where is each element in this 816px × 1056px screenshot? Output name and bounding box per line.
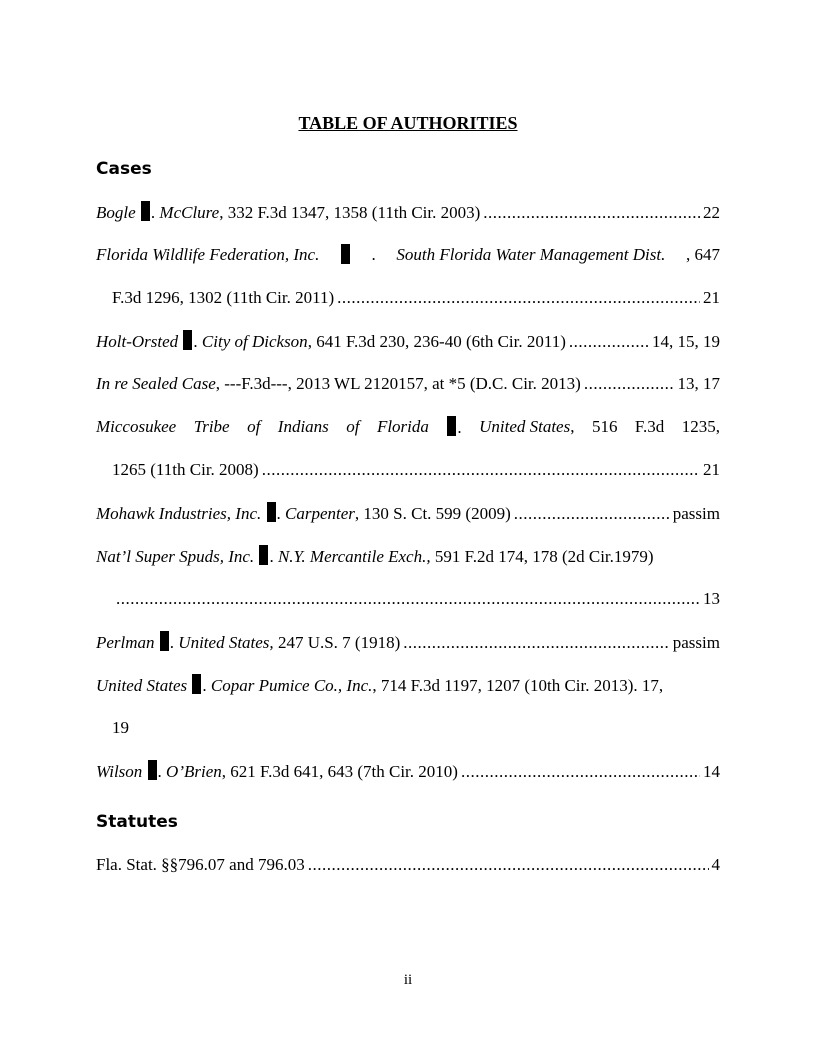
page-title: TABLE OF AUTHORITIES: [298, 113, 518, 133]
dot-leader: [403, 632, 670, 654]
dot-leader: [483, 202, 700, 224]
case-party-a: Florida Wildlife Federation, Inc.: [96, 245, 320, 264]
case-party-b: City of Dickson: [201, 332, 308, 351]
case-party-b: United States: [479, 417, 571, 436]
redaction-mark: [447, 416, 456, 436]
dot-leader: [569, 331, 649, 353]
case-party-b-group: United States,: [479, 417, 575, 436]
case-entry-mohawk: [96, 502, 720, 525]
separator: .: [150, 203, 156, 222]
redaction-mark: [192, 674, 201, 694]
case-party-a-word: Florida: [376, 417, 429, 436]
case-party-b: South Florida Water Management Dist.: [396, 245, 666, 264]
reporter-page: 1235,: [681, 417, 720, 436]
redaction-mark: [259, 545, 268, 565]
case-citation: [96, 760, 458, 783]
case-party-a: Nat’l Super Spuds, Inc.: [96, 547, 255, 566]
case-party-a-word: Indians: [277, 417, 329, 436]
page-number: ii: [403, 972, 413, 988]
dot-leader: [262, 459, 700, 481]
redaction-mark: [148, 760, 157, 780]
page-ref: 21: [703, 288, 720, 307]
case-entry-super-spuds-cont: [116, 588, 720, 610]
separator: .: [276, 504, 281, 523]
case-party-a: Bogle: [96, 203, 136, 222]
separator: .: [457, 418, 462, 437]
redaction-mark: [183, 330, 192, 350]
case-reporter: , 621 F.3d 641, 643 (7th Cir. 2010): [221, 762, 458, 781]
cases-heading: Cases: [96, 159, 152, 179]
redaction-mark: [341, 244, 350, 264]
case-reporter: 591 F.2d 174, 178 (2d Cir.1979): [430, 547, 654, 566]
page-ref-cont: 19: [112, 718, 129, 737]
redaction-mark: [267, 502, 276, 522]
separator: .: [371, 245, 376, 264]
statute-entry-fla-stat: [96, 854, 720, 876]
case-party-a: Mohawk Industries, Inc.: [96, 504, 262, 523]
page-ref: 14, 15, 19: [652, 332, 720, 351]
case-entry-miccosukee-cont: [112, 459, 720, 481]
statute-citation: Fla. Stat. §§796.07 and 796.03: [96, 855, 305, 874]
case-party-b: N.Y. Mercantile Exch.,: [277, 547, 431, 566]
page-ref: . 17,: [633, 676, 664, 695]
case-reporter: , 130 S. Ct. 599 (2009): [354, 504, 511, 523]
case-entry-bogle: [96, 201, 720, 224]
dot-leader: [461, 761, 700, 783]
case-party-a: In re Sealed Case: [96, 374, 216, 393]
case-entry-copar: [96, 674, 720, 697]
page-ref: 4: [711, 855, 720, 874]
page-ref: 14: [703, 762, 720, 781]
case-party-a-word: Miccosukee: [96, 417, 177, 436]
case-party-b: Carpenter: [285, 504, 355, 523]
separator: .: [157, 762, 162, 781]
case-party-a: Holt-Orsted: [96, 332, 179, 351]
dot-leader: [116, 588, 700, 610]
separator: .: [193, 332, 198, 351]
case-reporter: , 647: [685, 245, 720, 264]
case-citation: [96, 201, 480, 224]
case-entry-copar-cont: [112, 717, 720, 739]
dot-leader: [584, 373, 675, 395]
case-reporter: , 332 F.3d 1347, 1358 (11th Cir. 2003): [219, 203, 481, 222]
case-entry-miccosukee: [96, 416, 720, 439]
case-entry-sealed-case: [96, 373, 720, 395]
case-reporter: 247 U.S. 7 (1918): [273, 633, 401, 652]
redaction-mark: [141, 201, 150, 221]
page-ref: 22: [703, 203, 720, 222]
case-reporter-cont: F.3d 1296, 1302 (11th Cir. 2011): [112, 288, 335, 307]
case-entry-wilson: [96, 760, 720, 783]
case-citation: [96, 373, 581, 395]
case-reporter: , ---F.3d---, 2013 WL 2120157, at *5 (D.C. Cir. 2013): [215, 374, 581, 393]
case-party-b: United States,: [178, 633, 274, 652]
case-party-a: Perlman: [96, 633, 155, 652]
case-party-b: O’Brien: [166, 762, 222, 781]
case-entry-florida-wildlife-cont: [112, 287, 720, 309]
case-reporter: , 714 F.3d 1197, 1207 (10th Cir. 2013): [372, 676, 634, 695]
dot-leader: [337, 287, 700, 309]
case-entry-florida-wildlife: [96, 244, 720, 266]
page-ref: 21: [703, 460, 720, 479]
case-reporter-cont: 1265 (11th Cir. 2008): [112, 460, 259, 479]
case-citation: [96, 330, 566, 353]
reporter-name: F.3d: [634, 417, 665, 436]
reporter-volume: 516: [591, 417, 618, 436]
separator: .: [202, 676, 207, 695]
page-ref: passim: [672, 504, 720, 523]
case-reporter: , 641 F.3d 230, 236-40 (6th Cir. 2011): [307, 332, 566, 351]
case-party-a-word: of: [247, 417, 261, 436]
case-citation: [96, 631, 400, 654]
page-ref: passim: [672, 633, 720, 652]
case-citation: [96, 502, 511, 525]
case-party-a: United States: [96, 676, 188, 695]
case-party-b: McClure: [159, 203, 220, 222]
case-party-a-word: Tribe: [193, 417, 230, 436]
redaction-group: [446, 416, 461, 439]
page-ref: 13, 17: [677, 374, 720, 393]
case-entry-super-spuds: [96, 545, 720, 568]
statutes-heading: Statutes: [96, 812, 178, 832]
case-party-a: Wilson: [96, 762, 143, 781]
redaction-mark: [160, 631, 169, 651]
case-party-a-word: of: [346, 417, 360, 436]
page-ref: 13: [703, 589, 720, 608]
separator: .: [269, 547, 274, 566]
dot-leader: [514, 503, 670, 525]
case-entry-perlman: [96, 631, 720, 654]
separator: .: [169, 633, 175, 652]
case-party-b: Copar Pumice Co., Inc.: [210, 676, 373, 695]
case-entry-holt-orsted: [96, 330, 720, 353]
dot-leader: [308, 854, 709, 876]
